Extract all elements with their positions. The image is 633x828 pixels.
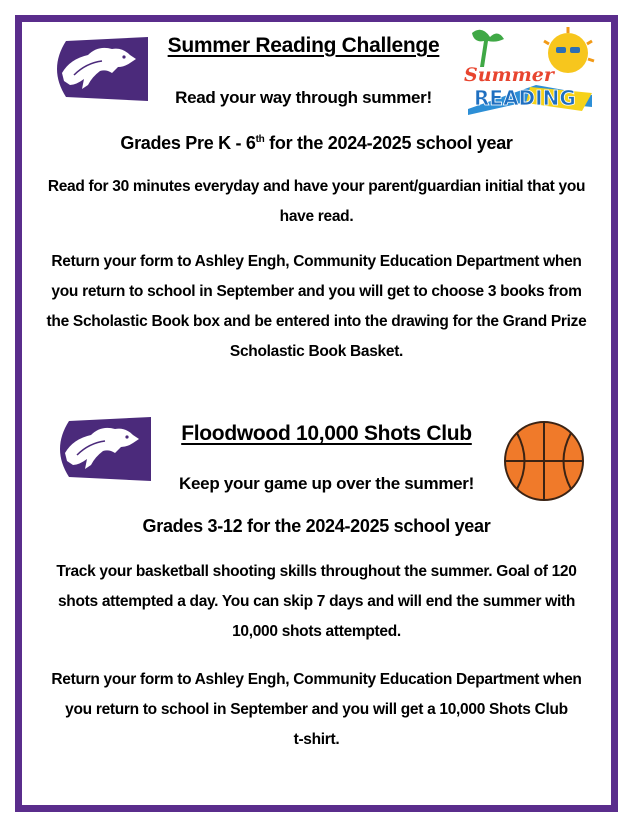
summer-reading-badge-icon [460,27,600,117]
section2-paragraph1 [0,557,633,647]
section1-grades-post: for the 2024-2025 school year [264,133,513,153]
section1-grades-text: Grades Pre K - 6 [120,133,256,153]
section1-paragraph2 [0,247,633,367]
section2-p1-line1: Track your basketball shooting skills throughout the summer. Goal of 120 [56,563,577,580]
section1-p2-line1: Return your form to Ashley Engh, Community Education Department when [51,253,582,270]
section1-p1-line1: Read for 30 minutes everyday and have your parent/guardian initial that you [47,178,586,195]
section1-subtitle: Read your way through summer! [175,88,432,107]
section2-paragraph2 [0,665,633,755]
basketball-icon [500,418,588,504]
section2-p2-line3: t-shirt. [293,731,340,748]
section1-p2-line3: the Scholastic Book box and be entered into the drawing for the Grand Prize [46,313,587,330]
section2-title: Floodwood 10,000 Shots Club [181,422,472,445]
section1-title: Summer Reading Challenge [167,34,440,57]
section2-p1-line2: shots attempted a day. You can skip 7 days and will end the summer with [57,593,576,610]
section2-grades: Grades 3-12 for the 2024-2025 school year [142,516,491,536]
section2-p1-line3: 10,000 shots attempted. [232,623,401,640]
section1-paragraph1 [0,172,633,232]
section2-subtitle: Keep your game up over the summer! [179,474,474,493]
section1-p2-line2: you return to school in September and you will get to choose 3 books from [51,283,582,300]
section1-p1-line2: have read. [279,208,354,225]
badge-reading-text: READING [474,86,576,110]
section1-grades-sup: th [255,134,265,145]
section2-p2-line1: Return your form to Ashley Engh, Community Education Department when [51,671,582,688]
section1-p2-line4: Scholastic Book Basket. [229,343,404,360]
badge-summer-text: Summer [464,64,554,86]
section2-p2-line2: you return to school in September and you will get a 10,000 Shots Club [65,701,568,718]
section1-grades [0,133,633,154]
